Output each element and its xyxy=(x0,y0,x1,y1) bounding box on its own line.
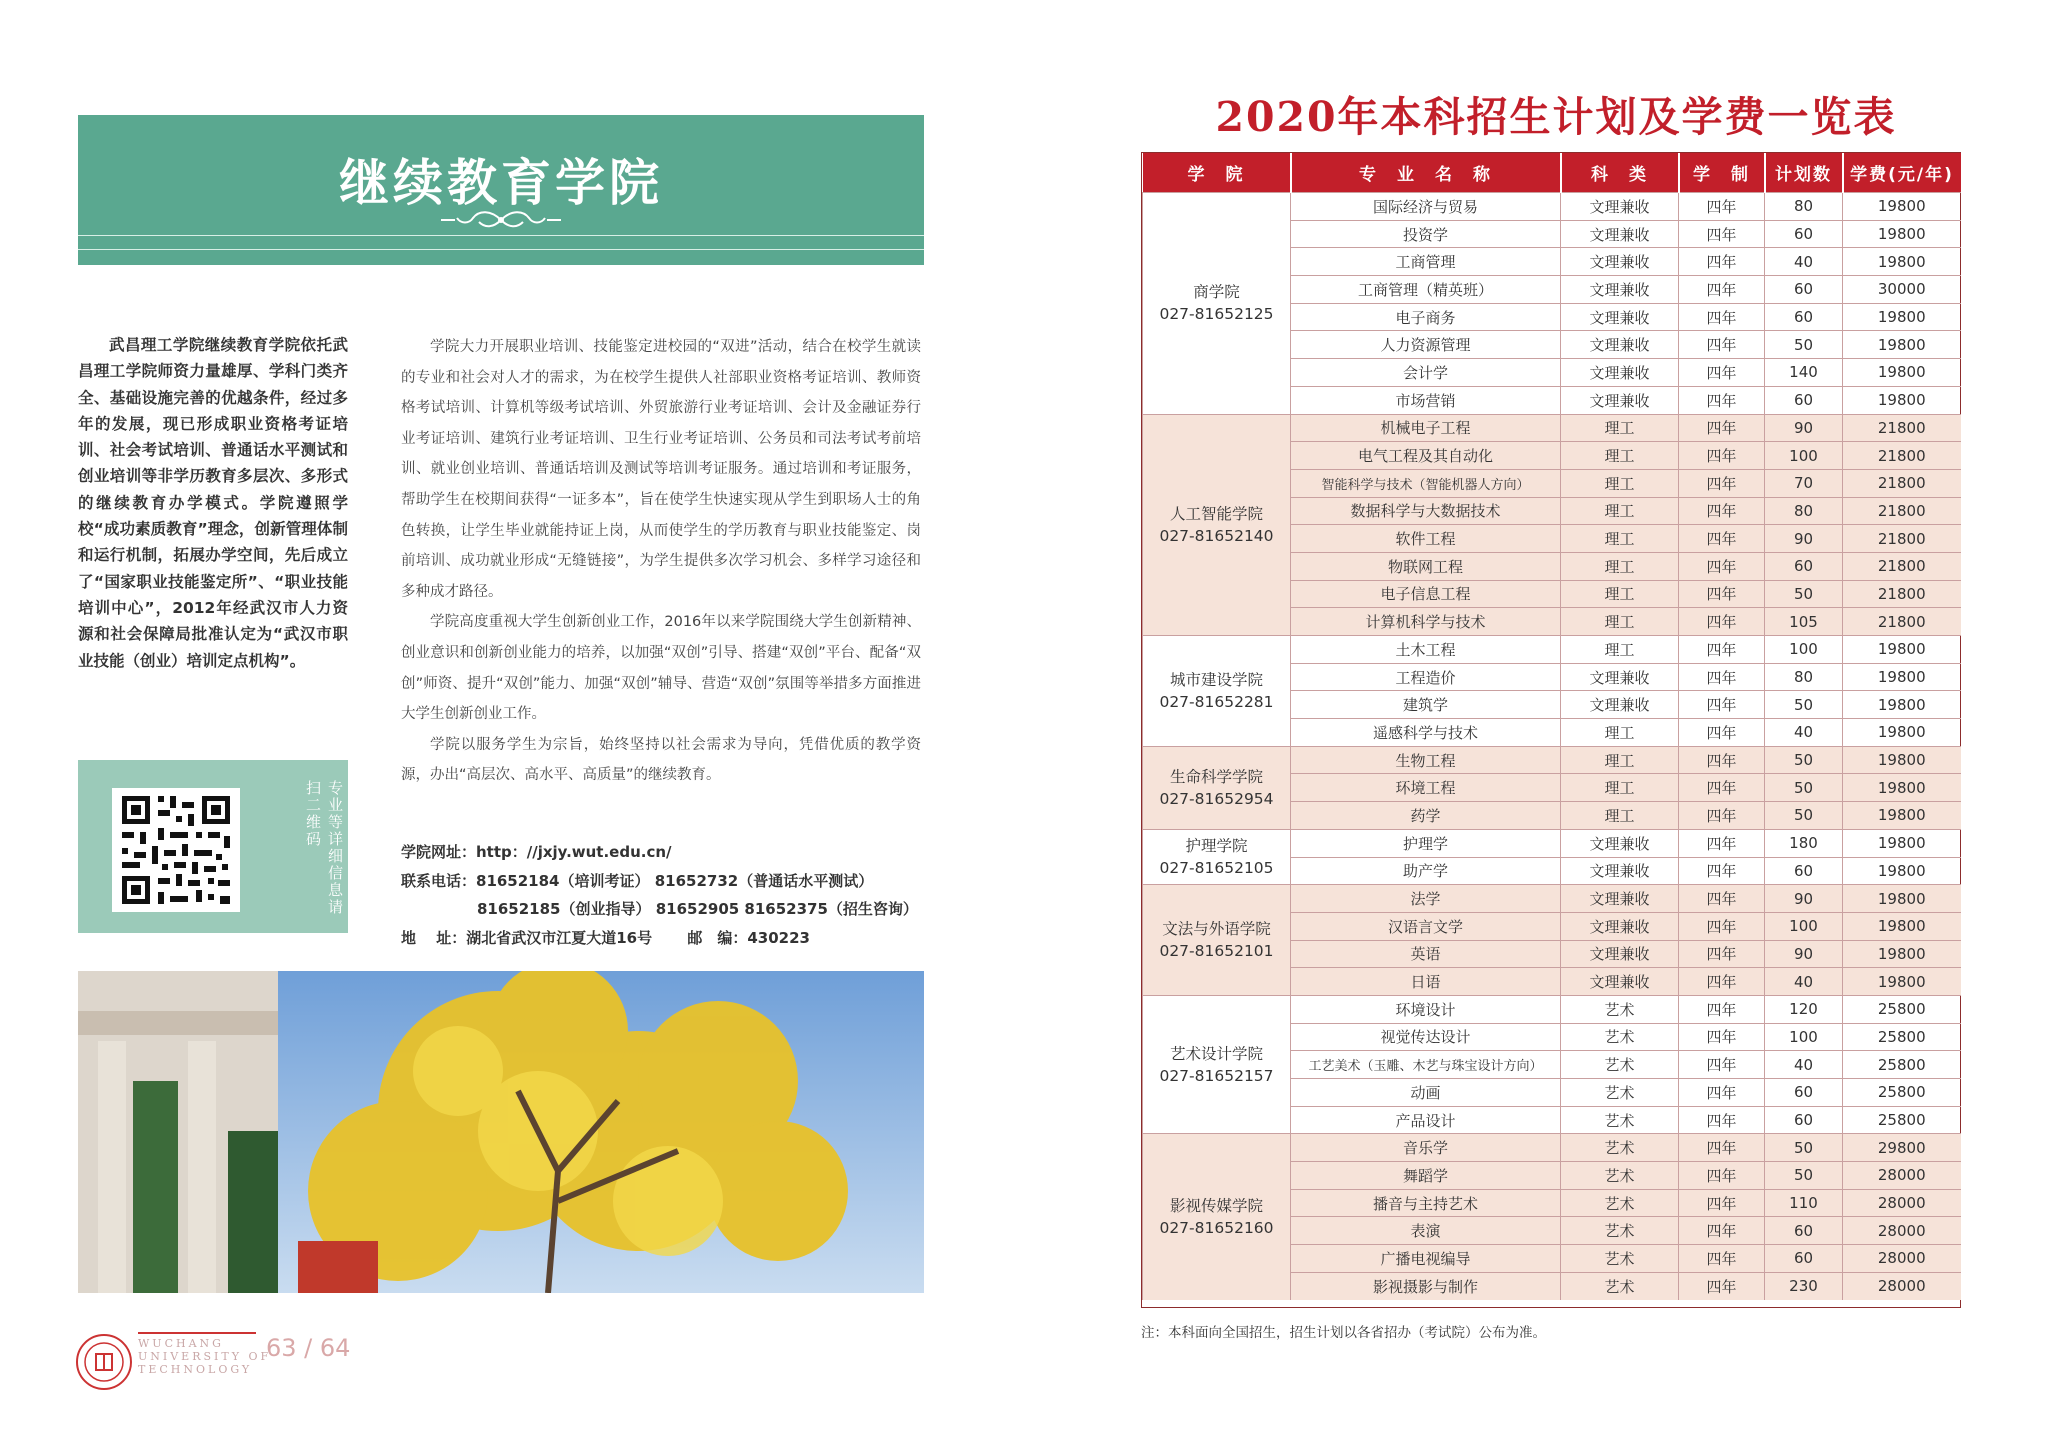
college-banner xyxy=(78,115,924,265)
college-cell xyxy=(1143,885,1291,996)
college-phone: 027-81652281 xyxy=(1159,692,1274,711)
plan-cell: 40 xyxy=(1765,968,1843,996)
tuition-cell: 21800 xyxy=(1843,525,1961,553)
category-cell: 文理兼收 xyxy=(1561,940,1679,968)
col-header-category: 科 类 xyxy=(1561,153,1679,193)
category-cell: 理工 xyxy=(1561,608,1679,636)
banner-rule xyxy=(78,249,924,250)
category-cell: 艺术 xyxy=(1561,1134,1679,1162)
college-name: 护理学院 xyxy=(1185,837,1248,855)
table-header-row xyxy=(1143,153,1961,193)
major-cell: 法学 xyxy=(1291,885,1561,913)
table-row xyxy=(1143,636,1961,664)
duration-cell: 四年 xyxy=(1679,469,1765,497)
duration-cell: 四年 xyxy=(1679,774,1765,802)
tuition-cell: 19800 xyxy=(1843,885,1961,913)
plan-cell: 60 xyxy=(1765,1106,1843,1134)
tuition-cell: 19800 xyxy=(1843,331,1961,359)
major-cell: 护理学 xyxy=(1291,829,1561,857)
table-row xyxy=(1143,995,1961,1023)
duration-cell: 四年 xyxy=(1679,331,1765,359)
page-number: 63 / 64 xyxy=(266,1334,351,1362)
tuition-cell: 19800 xyxy=(1843,193,1961,221)
category-cell: 文理兼收 xyxy=(1561,885,1679,913)
duration-cell: 四年 xyxy=(1679,636,1765,664)
tuition-cell: 30000 xyxy=(1843,276,1961,304)
school-name-line: UNIVERSITY OF xyxy=(138,1350,272,1363)
college-name: 影视传媒学院 xyxy=(1169,1196,1263,1215)
category-cell: 艺术 xyxy=(1561,1162,1679,1190)
tuition-cell: 25800 xyxy=(1843,1023,1961,1051)
major-cell: 计算机科学与技术 xyxy=(1291,608,1561,636)
duration-cell: 四年 xyxy=(1679,442,1765,470)
duration-cell: 四年 xyxy=(1679,414,1765,442)
major-cell: 工艺美术（玉雕、木艺与珠宝设计方向） xyxy=(1291,1051,1561,1079)
major-cell: 药学 xyxy=(1291,802,1561,830)
major-cell: 建筑学 xyxy=(1291,691,1561,719)
paragraph: 学院高度重视大学生创新创业工作，2016年以来学院围绕大学生创新精神、创业意识和创新创业能力的培养，以加强“双创”引导、搭建“双创”平台、配备“双创”师资、提升“双创”能力、加强“双创”辅导、营造“双创”氛围等举措多方面推进大学生创新创业工作。 xyxy=(401,614,921,723)
paragraph: 学院大力开展职业培训、技能鉴定进校园的“双进”活动，结合在校学生就读的专业和社会对人才的需求，为在校学生提供人社部职业资格考证培训、教师资格考试培训、计算机等级考试培训、外贸旅游行业考证培训、会计及金融证券行业考证培训、建筑行业考证培训、卫生行业考证培训、公务员和司法考试考前培训、就业创业培训、普通话培训及测试等培训考证服务。通过培训和考证服务，帮助学生在校期间获得“一证多本”，旨在使学生快速实现从学生到职场人士的角色转换，让学生毕业就能持证上岗，从而使学生的学历教育与职业技能鉴定、岗前培训、成功就业形成“无缝链接”，为学生提供多次学习机会、多样学习途径和多种成才路径。 xyxy=(401,339,921,600)
category-cell: 艺术 xyxy=(1561,1272,1679,1299)
plan-cell: 90 xyxy=(1765,414,1843,442)
tuition-cell: 21800 xyxy=(1843,497,1961,525)
category-cell: 理工 xyxy=(1561,636,1679,664)
college-cell xyxy=(1143,1134,1291,1300)
category-cell: 理工 xyxy=(1561,774,1679,802)
banner-title: 继续教育学院 xyxy=(339,153,663,212)
tuition-cell: 19800 xyxy=(1843,746,1961,774)
tuition-cell: 19800 xyxy=(1843,802,1961,830)
college-phone: 027-81652160 xyxy=(1159,1218,1274,1237)
table-body xyxy=(1143,193,1961,1300)
duration-cell: 四年 xyxy=(1679,802,1765,830)
category-cell: 文理兼收 xyxy=(1561,829,1679,857)
college-cell xyxy=(1143,193,1291,415)
intro-block xyxy=(78,332,348,674)
college-name: 文法与外语学院 xyxy=(1162,920,1271,939)
tuition-cell: 19800 xyxy=(1843,359,1961,387)
campus-photo xyxy=(78,971,924,1293)
college-cell xyxy=(1143,414,1291,636)
tuition-cell: 19800 xyxy=(1843,968,1961,996)
duration-cell: 四年 xyxy=(1679,1106,1765,1134)
col-header-tuition: 学费(元/年) xyxy=(1843,153,1961,193)
tuition-cell: 25800 xyxy=(1843,995,1961,1023)
duration-cell: 四年 xyxy=(1679,497,1765,525)
qr-code-icon xyxy=(112,788,240,912)
category-cell: 理工 xyxy=(1561,414,1679,442)
category-cell: 艺术 xyxy=(1561,1217,1679,1245)
tuition-cell: 19800 xyxy=(1843,719,1961,747)
ornament-icon xyxy=(441,208,561,232)
duration-cell: 四年 xyxy=(1679,552,1765,580)
tuition-cell: 28000 xyxy=(1843,1189,1961,1217)
major-cell: 电子信息工程 xyxy=(1291,580,1561,608)
plan-cell: 60 xyxy=(1765,303,1843,331)
category-cell: 艺术 xyxy=(1561,1051,1679,1079)
plan-cell: 100 xyxy=(1765,1023,1843,1051)
category-cell: 文理兼收 xyxy=(1561,912,1679,940)
tuition-cell: 19800 xyxy=(1843,636,1961,664)
tuition-cell: 19800 xyxy=(1843,303,1961,331)
major-cell: 会计学 xyxy=(1291,359,1561,387)
duration-cell: 四年 xyxy=(1679,359,1765,387)
major-cell: 视觉传达设计 xyxy=(1291,1023,1561,1051)
major-cell: 环境设计 xyxy=(1291,995,1561,1023)
plan-cell: 100 xyxy=(1765,442,1843,470)
category-cell: 理工 xyxy=(1561,442,1679,470)
school-name-line: WUCHANG xyxy=(138,1337,224,1350)
address-line: 地 址：湖北省武汉市江夏大道16号 邮 编：430223 xyxy=(401,928,810,947)
category-cell: 艺术 xyxy=(1561,1106,1679,1134)
tuition-cell: 19800 xyxy=(1843,220,1961,248)
major-cell: 广播电视编导 xyxy=(1291,1245,1561,1273)
tuition-cell: 19800 xyxy=(1843,386,1961,414)
major-cell: 舞蹈学 xyxy=(1291,1162,1561,1190)
plan-cell: 100 xyxy=(1765,636,1843,664)
duration-cell: 四年 xyxy=(1679,995,1765,1023)
college-cell xyxy=(1143,636,1291,747)
college-phone: 027-81652157 xyxy=(1159,1066,1274,1085)
tuition-cell: 19800 xyxy=(1843,774,1961,802)
tuition-cell: 21800 xyxy=(1843,414,1961,442)
plan-cell: 60 xyxy=(1765,552,1843,580)
website-line[interactable]: 学院网址：http：//jxjy.wut.edu.cn/ xyxy=(401,843,672,861)
category-cell: 艺术 xyxy=(1561,1023,1679,1051)
college-phone: 027-81652105 xyxy=(1159,859,1274,877)
plan-cell: 140 xyxy=(1765,359,1843,387)
tuition-cell: 25800 xyxy=(1843,1051,1961,1079)
col-header-major: 专 业 名 称 xyxy=(1291,153,1561,193)
duration-cell: 四年 xyxy=(1679,525,1765,553)
table-row xyxy=(1143,193,1961,221)
plan-cell: 90 xyxy=(1765,525,1843,553)
duration-cell: 四年 xyxy=(1679,746,1765,774)
duration-cell: 四年 xyxy=(1679,303,1765,331)
school-name xyxy=(138,1337,271,1376)
plan-cell: 60 xyxy=(1765,386,1843,414)
plan-cell: 60 xyxy=(1765,1217,1843,1245)
major-cell: 工商管理（精英班） xyxy=(1291,276,1561,304)
tuition-cell: 21800 xyxy=(1843,442,1961,470)
duration-cell: 四年 xyxy=(1679,1162,1765,1190)
plan-cell: 40 xyxy=(1765,1051,1843,1079)
major-cell: 动画 xyxy=(1291,1079,1561,1107)
category-cell: 艺术 xyxy=(1561,995,1679,1023)
category-cell: 文理兼收 xyxy=(1561,359,1679,387)
duration-cell: 四年 xyxy=(1679,220,1765,248)
college-name: 城市建设学院 xyxy=(1169,670,1263,689)
major-cell: 数据科学与大数据技术 xyxy=(1291,497,1561,525)
plan-cell: 40 xyxy=(1765,719,1843,747)
major-cell: 机械电子工程 xyxy=(1291,414,1561,442)
qr-panel xyxy=(78,760,348,933)
plan-cell: 80 xyxy=(1765,497,1843,525)
major-cell: 汉语言文学 xyxy=(1291,912,1561,940)
qr-caption: 专业等详细信息请扫二维码 xyxy=(304,780,344,916)
category-cell: 理工 xyxy=(1561,580,1679,608)
duration-cell: 四年 xyxy=(1679,1217,1765,1245)
category-cell: 艺术 xyxy=(1561,1079,1679,1107)
category-cell: 理工 xyxy=(1561,746,1679,774)
col-header-duration: 学 制 xyxy=(1679,153,1765,193)
college-name: 艺术设计学院 xyxy=(1169,1044,1263,1063)
major-cell: 产品设计 xyxy=(1291,1106,1561,1134)
major-cell: 影视摄影与制作 xyxy=(1291,1272,1561,1299)
university-seal-icon xyxy=(76,1334,132,1390)
tuition-cell: 19800 xyxy=(1843,857,1961,885)
duration-cell: 四年 xyxy=(1679,1245,1765,1273)
duration-cell: 四年 xyxy=(1679,248,1765,276)
table-title: 2020年本科招生计划及学费一览表 xyxy=(1215,93,1897,141)
duration-cell: 四年 xyxy=(1679,386,1765,414)
phone-line: 81652185（创业指导） 81652905 81652375（招生咨询） xyxy=(477,900,918,918)
contact-info xyxy=(401,838,941,952)
major-cell: 英语 xyxy=(1291,940,1561,968)
tuition-cell: 21800 xyxy=(1843,469,1961,497)
major-cell: 环境工程 xyxy=(1291,774,1561,802)
duration-cell: 四年 xyxy=(1679,1272,1765,1299)
category-cell: 文理兼收 xyxy=(1561,857,1679,885)
college-phone: 027-81652125 xyxy=(1159,305,1274,324)
phone-line: 联系电话：81652184（培训考证） 81652732（普通话水平测试） xyxy=(401,871,874,890)
major-cell: 投资学 xyxy=(1291,220,1561,248)
plan-cell: 230 xyxy=(1765,1272,1843,1299)
body-text xyxy=(401,332,921,791)
category-cell: 艺术 xyxy=(1561,1245,1679,1273)
duration-cell: 四年 xyxy=(1679,193,1765,221)
plan-cell: 80 xyxy=(1765,663,1843,691)
col-header-plan: 计划数 xyxy=(1765,153,1843,193)
table-row xyxy=(1143,746,1961,774)
duration-cell: 四年 xyxy=(1679,1134,1765,1162)
plan-cell: 120 xyxy=(1765,995,1843,1023)
plan-cell: 180 xyxy=(1765,829,1843,857)
category-cell: 理工 xyxy=(1561,497,1679,525)
category-cell: 理工 xyxy=(1561,802,1679,830)
category-cell: 文理兼收 xyxy=(1561,331,1679,359)
duration-cell: 四年 xyxy=(1679,968,1765,996)
plan-cell: 100 xyxy=(1765,912,1843,940)
plan-cell: 50 xyxy=(1765,331,1843,359)
college-phone: 027-81652954 xyxy=(1159,789,1274,808)
tuition-cell: 28000 xyxy=(1843,1245,1961,1273)
plan-cell: 70 xyxy=(1765,469,1843,497)
major-cell: 日语 xyxy=(1291,968,1561,996)
col-header-college: 学 院 xyxy=(1143,153,1291,193)
plan-cell: 90 xyxy=(1765,885,1843,913)
category-cell: 理工 xyxy=(1561,525,1679,553)
plan-cell: 40 xyxy=(1765,248,1843,276)
banner-rule xyxy=(78,235,924,236)
plan-cell: 90 xyxy=(1765,940,1843,968)
category-cell: 理工 xyxy=(1561,719,1679,747)
plan-cell: 50 xyxy=(1765,746,1843,774)
plan-cell: 60 xyxy=(1765,1245,1843,1273)
tuition-cell: 25800 xyxy=(1843,1079,1961,1107)
major-cell: 物联网工程 xyxy=(1291,552,1561,580)
duration-cell: 四年 xyxy=(1679,940,1765,968)
tuition-cell: 19800 xyxy=(1843,940,1961,968)
table-row xyxy=(1143,885,1961,913)
table-note: 注：本科面向全国招生，招生计划以各省招办（考试院）公布为准。 xyxy=(1141,1325,1546,1341)
category-cell: 文理兼收 xyxy=(1561,386,1679,414)
major-cell: 土木工程 xyxy=(1291,636,1561,664)
major-cell: 市场营销 xyxy=(1291,386,1561,414)
duration-cell: 四年 xyxy=(1679,608,1765,636)
plan-cell: 110 xyxy=(1765,1189,1843,1217)
plan-cell: 50 xyxy=(1765,774,1843,802)
category-cell: 文理兼收 xyxy=(1561,691,1679,719)
category-cell: 艺术 xyxy=(1561,1189,1679,1217)
category-cell: 文理兼收 xyxy=(1561,663,1679,691)
duration-cell: 四年 xyxy=(1679,663,1765,691)
intro-text: 武昌理工学院继续教育学院依托武昌理工学院师资力量雄厚、学科门类齐全、基础设施完善的优越条件，经过多年的发展，现已形成职业资格考证培训、社会考试培训、普通话水平测试和创业培训等非学历教育多层次、多形式的继续教育办学模式。学院遵照学校“成功素质教育”理念，创新管理体制和运行机制，拓展办学空间，先后成立了“国家职业技能鉴定所”、“职业技能培训中心”，2012年经武汉市人力资源和社会保障局批准认定为“武汉市职业技能（创业）培训定点机构”。 xyxy=(78,336,348,670)
college-phone: 027-81652140 xyxy=(1159,526,1274,545)
duration-cell: 四年 xyxy=(1679,580,1765,608)
duration-cell: 四年 xyxy=(1679,691,1765,719)
plan-cell: 60 xyxy=(1765,220,1843,248)
major-cell: 表演 xyxy=(1291,1217,1561,1245)
tuition-cell: 29800 xyxy=(1843,1134,1961,1162)
tuition-cell: 19800 xyxy=(1843,663,1961,691)
major-cell: 播音与主持艺术 xyxy=(1291,1189,1561,1217)
major-cell: 智能科学与技术（智能机器人方向） xyxy=(1291,469,1561,497)
plan-cell: 50 xyxy=(1765,580,1843,608)
tuition-cell: 28000 xyxy=(1843,1272,1961,1299)
tuition-cell: 19800 xyxy=(1843,912,1961,940)
college-cell xyxy=(1143,746,1291,829)
table-row xyxy=(1143,414,1961,442)
qr-code[interactable] xyxy=(112,788,240,912)
plan-cell: 60 xyxy=(1765,276,1843,304)
major-cell: 电气工程及其自动化 xyxy=(1291,442,1561,470)
college-name: 生命科学学院 xyxy=(1169,767,1263,786)
major-cell: 国际经济与贸易 xyxy=(1291,193,1561,221)
category-cell: 文理兼收 xyxy=(1561,303,1679,331)
duration-cell: 四年 xyxy=(1679,857,1765,885)
college-name: 商学院 xyxy=(1193,283,1240,302)
tuition-cell: 21800 xyxy=(1843,580,1961,608)
category-cell: 文理兼收 xyxy=(1561,248,1679,276)
plan-cell: 50 xyxy=(1765,1134,1843,1162)
college-name: 人工智能学院 xyxy=(1169,504,1263,523)
duration-cell: 四年 xyxy=(1679,829,1765,857)
footer-rule xyxy=(138,1332,256,1334)
tuition-cell: 19800 xyxy=(1843,691,1961,719)
duration-cell: 四年 xyxy=(1679,1023,1765,1051)
major-cell: 人力资源管理 xyxy=(1291,331,1561,359)
duration-cell: 四年 xyxy=(1679,719,1765,747)
category-cell: 理工 xyxy=(1561,552,1679,580)
duration-cell: 四年 xyxy=(1679,276,1765,304)
plan-cell: 60 xyxy=(1765,1079,1843,1107)
college-cell xyxy=(1143,829,1291,884)
admission-table xyxy=(1141,152,1961,1308)
duration-cell: 四年 xyxy=(1679,1079,1765,1107)
plan-cell: 50 xyxy=(1765,802,1843,830)
college-cell xyxy=(1143,995,1291,1133)
tuition-cell: 21800 xyxy=(1843,552,1961,580)
table-row xyxy=(1143,829,1961,857)
tuition-cell: 28000 xyxy=(1843,1162,1961,1190)
plan-cell: 80 xyxy=(1765,193,1843,221)
paragraph: 学院以服务学生为宗旨，始终坚持以社会需求为导向，凭借优质的教学资源，办出“高层次、高水平、高质量”的继续教育。 xyxy=(401,736,921,784)
plan-cell: 50 xyxy=(1765,1162,1843,1190)
major-cell: 软件工程 xyxy=(1291,525,1561,553)
tuition-cell: 25800 xyxy=(1843,1106,1961,1134)
duration-cell: 四年 xyxy=(1679,885,1765,913)
major-cell: 生物工程 xyxy=(1291,746,1561,774)
plan-cell: 105 xyxy=(1765,608,1843,636)
category-cell: 文理兼收 xyxy=(1561,968,1679,996)
category-cell: 文理兼收 xyxy=(1561,220,1679,248)
major-cell: 工商管理 xyxy=(1291,248,1561,276)
duration-cell: 四年 xyxy=(1679,912,1765,940)
category-cell: 文理兼收 xyxy=(1561,193,1679,221)
ginkgo-tree-photo xyxy=(78,971,924,1293)
table-row xyxy=(1143,1134,1961,1162)
college-phone: 027-81652101 xyxy=(1159,942,1274,961)
tuition-cell: 21800 xyxy=(1843,608,1961,636)
tuition-cell: 19800 xyxy=(1843,248,1961,276)
school-name-line: TECHNOLOGY xyxy=(138,1363,253,1376)
plan-cell: 50 xyxy=(1765,691,1843,719)
major-cell: 工程造价 xyxy=(1291,663,1561,691)
duration-cell: 四年 xyxy=(1679,1051,1765,1079)
duration-cell: 四年 xyxy=(1679,1189,1765,1217)
tuition-cell: 19800 xyxy=(1843,829,1961,857)
major-cell: 音乐学 xyxy=(1291,1134,1561,1162)
plan-cell: 60 xyxy=(1765,857,1843,885)
category-cell: 文理兼收 xyxy=(1561,276,1679,304)
major-cell: 遥感科学与技术 xyxy=(1291,719,1561,747)
tuition-cell: 28000 xyxy=(1843,1217,1961,1245)
major-cell: 电子商务 xyxy=(1291,303,1561,331)
major-cell: 助产学 xyxy=(1291,857,1561,885)
category-cell: 理工 xyxy=(1561,469,1679,497)
